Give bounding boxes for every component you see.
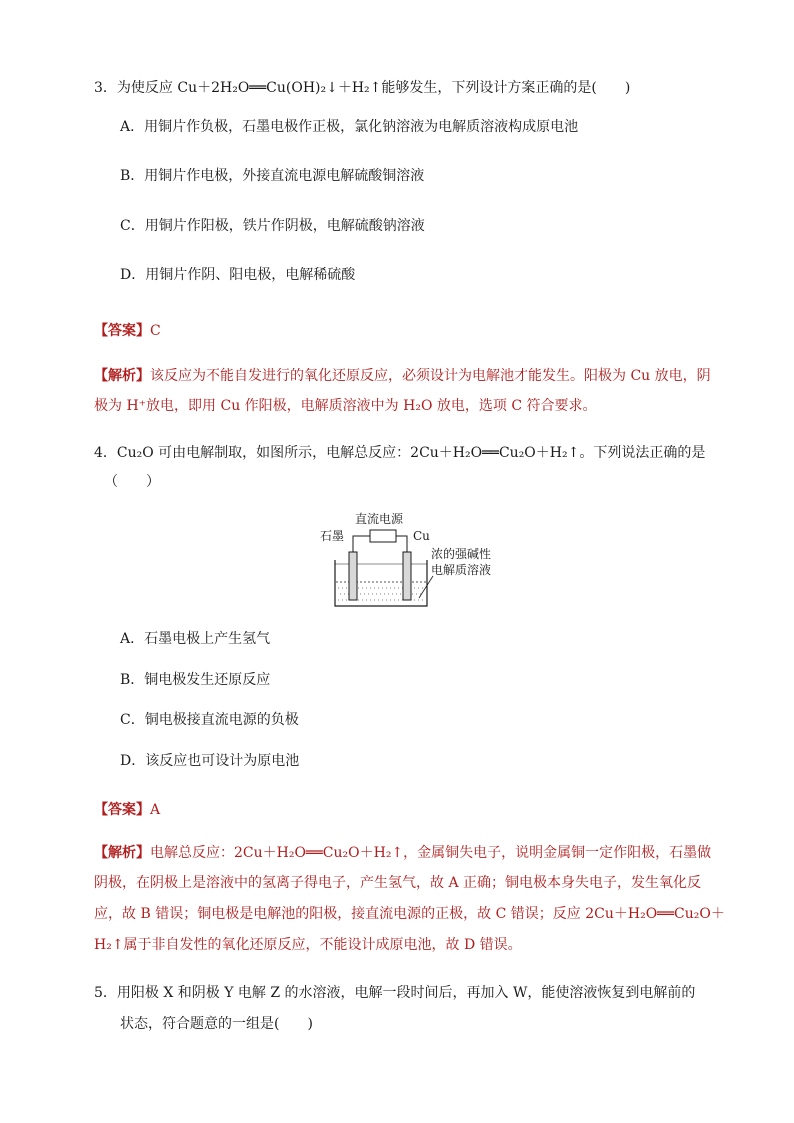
- q4-analysis-label: 【解析】: [94, 845, 150, 861]
- q3-option-c: C．用铜片作阳极，铁片作阴极，电解硫酸钠溶液: [120, 218, 425, 234]
- electrolyte-label-line-1: 浓的强碱性: [431, 547, 492, 561]
- q4-option-b: B．铜电极发生还原反应: [120, 672, 271, 688]
- q4-analysis-line-4: H₂↑属于非自发性的氧化还原反应，不能设计成原电池，故 D 错误。: [94, 937, 522, 953]
- power-supply-label: 直流电源: [355, 512, 404, 526]
- q5-stem-line-1: 5．用阳极 X 和阴极 Y 电解 Z 的水溶液，电解一段时间后，再加入 W，能使溶液恢复到电解前的: [94, 985, 696, 1001]
- q3-answer-label: 【答案】: [94, 323, 150, 339]
- left-wire: [353, 536, 370, 552]
- q4-option-d: D．该反应也可设计为原电池: [120, 753, 300, 769]
- electrolyte-label-line-2: 电解质溶液: [431, 563, 492, 577]
- graphite-label: 石墨: [320, 529, 345, 543]
- q3-analysis-line-2: 极为 H⁺放电，即用 Cu 作阳极，电解质溶液中为 H₂O 放电，选项 C 符合要求。: [94, 398, 597, 414]
- q3-analysis-label: 【解析】: [94, 368, 150, 384]
- q3-analysis-text-1: 该反应为不能自发进行的氧化还原反应，必须设计为电解池才能发生。阳极为 Cu 放电，阴: [150, 368, 711, 384]
- q4-analysis-line-2: 阴极，在阴极上是溶液中的氢离子得电子，产生氢气，故 A 正确；铜电极本身失电子，发生氧化反: [94, 875, 702, 891]
- power-supply-box: [370, 530, 396, 542]
- q4-analysis-text-1: 电解总反应：2Cu＋H₂O══Cu₂O＋H₂↑，金属铜失电子，说明金属铜一定作阳极，石墨做: [150, 845, 712, 861]
- q4-answer: [94, 800, 160, 820]
- q5-stem-line-2: 状态，符合题意的一组是( ): [120, 1016, 313, 1032]
- q3-stem: 3．为使反应 Cu＋2H₂O══Cu(OH)₂↓＋H₂↑能够发生，下列设计方案正确的是( ): [94, 80, 631, 96]
- graphite-electrode: [349, 552, 357, 600]
- q4-analysis-line-1: [94, 843, 711, 863]
- cu-electrode: [403, 552, 411, 600]
- q3-answer-value: C: [150, 323, 161, 339]
- q4-stem-line-2: （ ）: [104, 474, 160, 490]
- q3-option-b: B．用铜片作电极，外接直流电源电解硫酸铜溶液: [120, 168, 425, 184]
- q4-answer-value: A: [150, 802, 161, 818]
- right-wire: [396, 536, 407, 552]
- q4-analysis-line-3: 应，故 B 错误；铜电极是电解池的阳极，接直流电源的正极，故 C 错误；反应 2Cu＋H₂O══Cu₂O＋: [94, 906, 725, 922]
- q3-answer: [94, 321, 161, 341]
- q3-option-a: A．用铜片作负极，石墨电极作正极，氯化钠溶液为电解质溶液构成原电池: [120, 119, 579, 135]
- q4-answer-label: 【答案】: [94, 802, 150, 818]
- cu-label: Cu: [413, 529, 430, 543]
- q4-stem-line-1: 4．Cu₂O 可由电解制取，如图所示，电解总反应：2Cu＋H₂O══Cu₂O＋H₂↑。下列说法正确的是: [94, 445, 706, 461]
- q4-option-a: A．石墨电极上产生氢气: [120, 631, 271, 647]
- electrolysis-diagram: [320, 510, 500, 610]
- q3-option-d: D．用铜片作阴、阳电极，电解稀硫酸: [120, 267, 356, 283]
- q3-analysis-line-1: [94, 366, 711, 386]
- q4-option-c: C．铜电极接直流电源的负极: [120, 712, 299, 728]
